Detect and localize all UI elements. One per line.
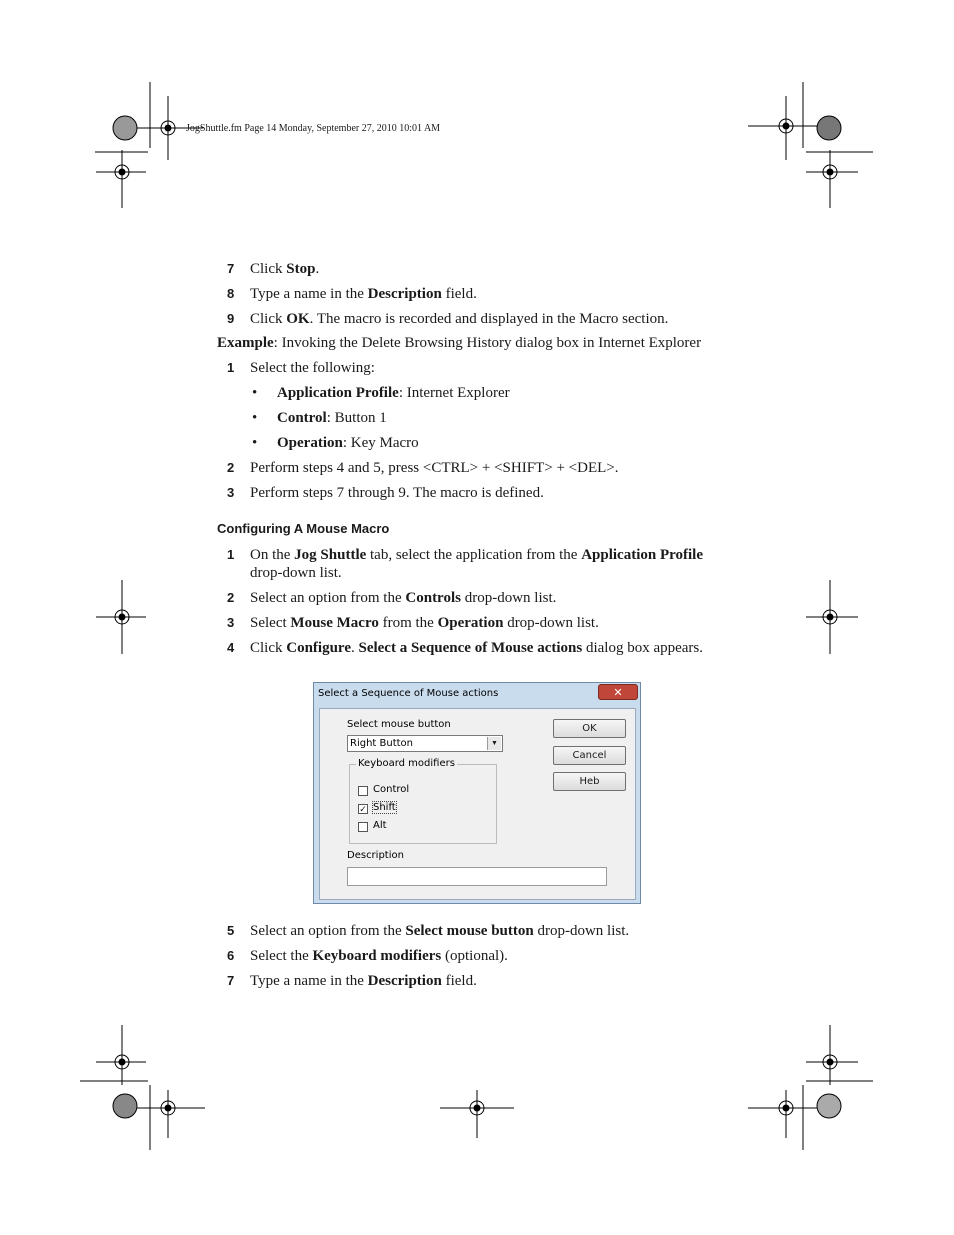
step-text: Select an option from the Select mouse button drop-down list. — [250, 923, 630, 939]
step-text: Click Stop. — [250, 261, 320, 277]
bullet-item: Operation: Key Macro — [277, 435, 419, 451]
step-text: Type a name in the Description field. — [250, 286, 477, 302]
step-text: Type a name in the Description field. — [250, 973, 477, 989]
alt-checkbox[interactable] — [358, 822, 368, 832]
help-button[interactable]: Heb — [553, 772, 626, 791]
step-number: 2 — [227, 590, 235, 605]
keyboard-modifiers-label: Keyboard modifiers — [358, 758, 455, 769]
bullet: • — [252, 385, 258, 401]
step-number: 3 — [227, 485, 235, 500]
bullet: • — [252, 435, 258, 451]
step-text-continued: drop-down list. — [250, 565, 342, 581]
step-number: 3 — [227, 615, 235, 630]
step-number: 8 — [227, 286, 235, 301]
dialog-title: Select a Sequence of Mouse actions — [318, 688, 499, 699]
close-button[interactable]: ✕ — [598, 684, 638, 700]
control-checkbox-label: Control — [373, 784, 410, 795]
step-text: Click Configure. Select a Sequence of Mouse actions dialog box appears. — [250, 640, 704, 656]
step-number: 6 — [227, 948, 235, 963]
shift-checkbox-label: Shift — [373, 802, 396, 813]
step-text: Click OK. The macro is recorded and displayed in the Macro section. — [250, 311, 669, 327]
step-text: Select Mouse Macro from the Operation drop-down list. — [250, 615, 599, 631]
step-text: Select an option from the Controls drop-down list. — [250, 590, 557, 606]
step-text: Perform steps 7 through 9. The macro is defined. — [250, 485, 544, 501]
step-text: On the Jog Shuttle tab, select the application from the Application Profile — [250, 547, 703, 563]
chevron-down-icon[interactable]: ▼ — [487, 737, 501, 750]
bullet-item: Application Profile: Internet Explorer — [277, 385, 510, 401]
alt-checkbox-label: Alt — [373, 820, 387, 831]
step-number: 4 — [227, 640, 235, 655]
description-label: Description — [347, 850, 404, 861]
section-heading: Configuring A Mouse Macro — [217, 521, 390, 536]
description-field[interactable] — [347, 867, 607, 886]
step-number: 2 — [227, 460, 235, 475]
control-checkbox[interactable] — [358, 786, 368, 796]
bullet-item: Control: Button 1 — [277, 410, 387, 426]
keyboard-modifiers-group — [349, 758, 497, 844]
example-paragraph: Example: Invoking the Delete Browsing History dialog box in Internet Explorer — [217, 335, 702, 351]
page-header: JogShuttle.fm Page 14 Monday, September 27, 2010 10:01 AM — [186, 123, 441, 134]
dialog-body — [319, 708, 636, 900]
step-number: 7 — [227, 973, 235, 988]
step-number: 1 — [227, 547, 235, 562]
cancel-button[interactable]: Cancel — [553, 746, 626, 765]
step-number: 5 — [227, 923, 235, 938]
step-text: Select the following: — [250, 360, 375, 376]
step-text: Perform steps 4 and 5, press <CTRL> + <SHIFT> + <DEL>. — [250, 460, 619, 476]
ok-button[interactable]: OK — [553, 719, 626, 738]
select-mouse-button-label: Select mouse button — [347, 719, 451, 730]
mouse-button-select-value: Right Button — [350, 738, 414, 749]
mouse-actions-dialog — [313, 682, 641, 904]
step-text: Select the Keyboard modifiers (optional). — [250, 948, 508, 964]
shift-checkbox[interactable]: ✓ — [359, 804, 367, 814]
step-number: 1 — [227, 360, 235, 375]
bullet: • — [252, 410, 258, 426]
mouse-button-select[interactable] — [347, 735, 503, 752]
step-number: 9 — [227, 311, 235, 326]
step-number: 7 — [227, 261, 235, 276]
